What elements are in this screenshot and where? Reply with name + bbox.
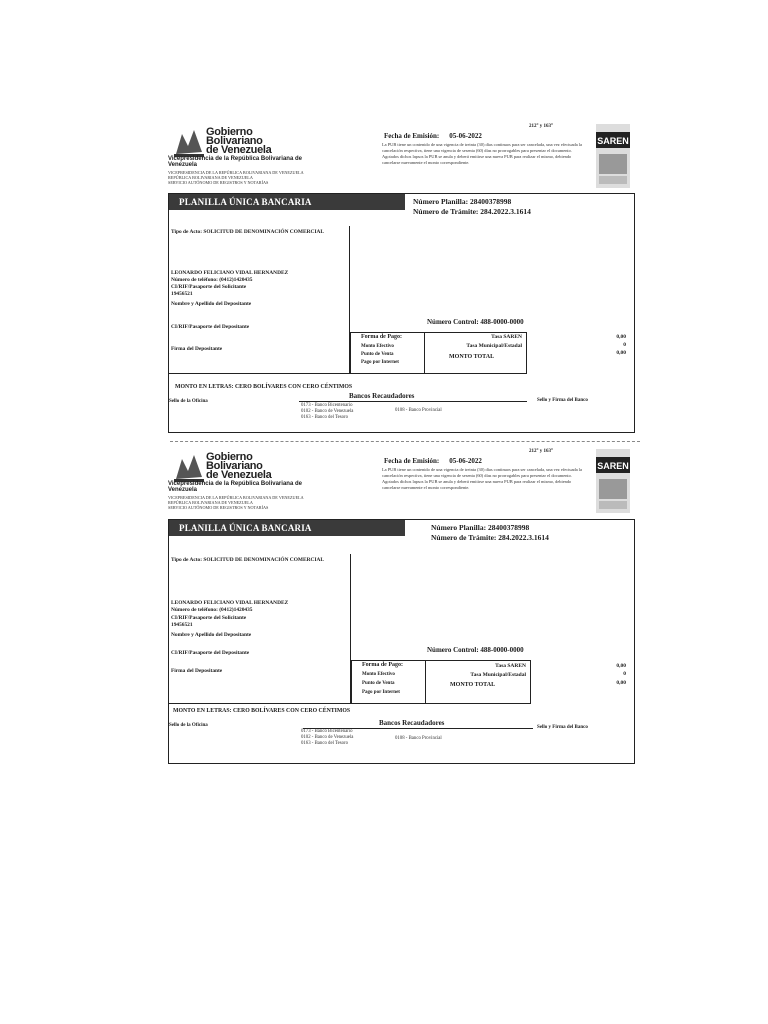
vicepresidencia-label: Vicepresidencia de la República Bolivariana de Venezuela (168, 156, 302, 168)
bank-provincial: 0108 - Banco Provincial (395, 736, 442, 741)
numero-planilla-value: 28400378998 (487, 523, 530, 532)
institution-line-3: SERVICIO AUTÓNOMO DE REGISTROS Y NOTARÍAS (168, 505, 269, 510)
firma-depositante: Firma del Depositante (171, 668, 223, 674)
fecha-emision-label: Fecha de Emisión: (384, 132, 440, 140)
bancos-recaudadores: Bancos Recaudadores (349, 392, 415, 400)
forma-pago-column (351, 333, 425, 373)
fecha-emision-value: 05-06-2022 (449, 457, 482, 465)
fecha-emision (384, 132, 482, 140)
bank-list (301, 403, 353, 421)
bank-list (301, 729, 353, 747)
planilla-numbers (431, 523, 549, 543)
institution-lines (168, 495, 348, 510)
bank-bicentenario: 0173 - Banco Bicentenario (301, 403, 353, 408)
pago-item-internet: Pago por Internet (362, 690, 400, 695)
numero-tramite-value: 284.2022.3.1614 (480, 207, 531, 216)
amount-monto-total: 0,00 (616, 680, 626, 686)
amount-tasa-saren: 0,00 (616, 334, 626, 340)
bank-tesoro: 0163 - Banco del Tesoro (301, 741, 349, 746)
sello-oficina: Sello de la Oficina (169, 723, 208, 728)
gov-logo-line-1: Gobierno (206, 126, 253, 138)
saren-logo-text: SAREN (597, 461, 629, 471)
nombre-depositante: Nombre y Apellido del Depositante (171, 632, 252, 638)
fecha-emision-value: 05-06-2022 (449, 132, 482, 140)
vigencia-notice: La PUB tiene un contenido de una vigencia de treinta (30) días continuos para ser cancelada, una vez efectuada la cancelación respectiva, tiene una vigencia de sesenta (60) días no prorrogables para presentar el documento. Agotados dichos lapsos la PUB se anula y deberá emitirse una nueva PUB para realizar el mismo, debiendo cancelarse nuevamente el monto correspondiente. (382, 467, 582, 490)
vigencia-notice: La PUB tiene un contenido de una vigencia de treinta (30) días continuos para ser cancelada, una vez efectuada la cancelación respectiva, tiene una vigencia de sesenta (60) días no prorrogables para presentar el documento. Agotados dichos lapsos la PUB se anula y deberá emitirse una nueva PUB para realizar el mismo, debiendo cancelarse nuevamente el monto correspondiente. (382, 142, 582, 165)
bank-venezuela: 0102 - Banco de Venezuela (301, 409, 354, 414)
tipo-acto: Tipo de Acto: SOLICITUD DE DENOMINACIÓN COMERCIAL (171, 229, 324, 235)
cedula-label: CI/RIF/Pasaporte del Solicitante (171, 615, 247, 621)
form-box (168, 193, 635, 433)
form-box (168, 519, 635, 764)
numero-control-label: Número Control: (427, 646, 479, 654)
pago-item-punto-venta: Punto de Venta (361, 352, 394, 357)
form-title: PLANILLA ÚNICA BANCARIA (169, 520, 405, 536)
pago-item-internet: Pago por Internet (361, 360, 399, 365)
solicitante-box (169, 226, 350, 374)
institution-line-2: REPÚBLICA BOLIVARIANA DE VENEZUELA (168, 500, 253, 505)
forma-pago-column (352, 661, 426, 703)
tasa-saren: Tasa SAREN (491, 334, 522, 340)
numero-control-value: 488-0000-0000 (480, 646, 524, 654)
firma-depositante: Firma del Depositante (171, 346, 223, 352)
saren-logo (596, 124, 630, 188)
pago-item-punto-venta: Punto de Venta (362, 681, 395, 686)
forma-pago-box (350, 332, 527, 374)
amount-tasa-saren: 0,00 (616, 663, 626, 669)
numero-tramite-label: Número de Trámite: (431, 533, 497, 542)
vicepresidencia-label: Vicepresidencia de la República Bolivariana de Venezuela (168, 481, 302, 493)
institution-line-3: SERVICIO AUTÓNOMO DE REGISTROS Y NOTARÍAS (168, 180, 269, 185)
bank-tesoro: 0163 - Banco del Tesoro (301, 415, 349, 420)
tasa-municipal: Tasa Municipal/Estadal (466, 343, 522, 349)
tasa-municipal: Tasa Municipal/Estadal (470, 672, 526, 678)
tasa-saren: Tasa SAREN (495, 663, 526, 669)
amount-monto-total: 0,00 (616, 350, 626, 356)
saren-logo-text: SAREN (597, 136, 629, 146)
bank-bicentenario: 0173 - Banco Bicentenario (301, 729, 353, 734)
tipo-acto: Tipo de Acto: SOLICITUD DE DENOMINACIÓN COMERCIAL (171, 557, 324, 563)
cedula-depositante: CI/RIF/Pasaporte del Depositante (171, 324, 250, 330)
cedula-depositante: CI/RIF/Pasaporte del Depositante (171, 650, 250, 656)
bank-provincial: 0108 - Banco Provincial (395, 408, 442, 413)
venezuela-emblem-icon (172, 451, 206, 485)
solicitante-nombre: LEONARDO FELICIANO VIDAL HERNANDEZ (171, 270, 289, 276)
sello-oficina: Sello de la Oficina (169, 399, 208, 404)
numero-tramite-label: Número de Trámite: (413, 207, 479, 216)
page-reference: 212° y 163° (529, 124, 553, 129)
monto-total-label: MONTO TOTAL (449, 354, 495, 360)
numero-control (427, 646, 524, 654)
cedula-value: 19456521 (171, 291, 193, 297)
numero-planilla-label: Número Planilla: (413, 197, 469, 206)
cedula-label: CI/RIF/Pasaporte del Solicitante (171, 284, 247, 290)
gov-logo-line-3: de Venezuela (206, 144, 272, 156)
planilla-copy-2 (168, 445, 636, 785)
numero-control (427, 318, 524, 326)
bancos-recaudadores: Bancos Recaudadores (379, 719, 445, 727)
numero-control-label: Número Control: (427, 318, 479, 326)
numero-tramite-value: 284.2022.3.1614 (498, 533, 549, 542)
gov-logo-line-3: de Venezuela (206, 469, 272, 481)
nombre-depositante: Nombre y Apellido del Depositante (171, 301, 252, 307)
institution-lines (168, 170, 348, 185)
amount-tasa-municipal: 0 (623, 671, 626, 677)
pago-item-efectivo: Monto Efectivo (362, 672, 395, 677)
numero-planilla-label: Número Planilla: (431, 523, 487, 532)
solicitante-telefono: Número de teléfono: (0412)1420435 (171, 607, 253, 613)
forma-pago-label: Forma de Pago: (362, 662, 403, 668)
firma-banco: Sello y Firma del Banco (537, 398, 588, 403)
solicitante-nombre: LEONARDO FELICIANO VIDAL HERNANDEZ (171, 600, 289, 606)
gov-logo-line-2: Bolivariano (206, 460, 263, 472)
gov-logo-line-1: Gobierno (206, 451, 253, 463)
monto-letras: MONTO EN LETRAS: CERO BOLÍVARES CON CERO CÉNTIMOS (175, 384, 353, 390)
copy-divider (170, 441, 640, 442)
saren-logo (596, 449, 630, 513)
bank-venezuela: 0102 - Banco de Venezuela (301, 735, 354, 740)
institution-line-1: VICEPRESIDENCIA DE LA REPÚBLICA BOLIVARIANA DE VENEZUELA (168, 170, 304, 175)
solicitante-telefono: Número de teléfono: (0412)1420435 (171, 277, 253, 283)
venezuela-emblem-icon (172, 126, 206, 160)
fecha-emision-label: Fecha de Emisión: (384, 457, 440, 465)
monto-total-label: MONTO TOTAL (450, 682, 496, 688)
page-reference: 212° y 163° (529, 449, 553, 454)
numero-control-value: 488-0000-0000 (480, 318, 524, 326)
form-title: PLANILLA ÚNICA BANCARIA (169, 194, 405, 210)
institution-line-1: VICEPRESIDENCIA DE LA REPÚBLICA BOLIVARIANA DE VENEZUELA (168, 495, 304, 500)
bancos-line (299, 401, 527, 402)
planilla-copy-1 (168, 120, 636, 463)
fecha-emision (384, 457, 482, 465)
forma-pago-label: Forma de Pago: (361, 334, 402, 340)
planilla-numbers (413, 197, 531, 217)
cedula-value: 19456521 (171, 622, 193, 628)
firma-banco: Sello y Firma del Banco (537, 725, 588, 730)
gov-logo-line-2: Bolivariano (206, 135, 263, 147)
numero-planilla-value: 28400378998 (469, 197, 512, 206)
solicitante-box (169, 554, 351, 704)
pago-item-efectivo: Monto Efectivo (361, 344, 394, 349)
monto-letras: MONTO EN LETRAS: CERO BOLÍVARES CON CERO CÉNTIMOS (173, 708, 351, 714)
institution-line-2: REPÚBLICA BOLIVARIANA DE VENEZUELA (168, 175, 253, 180)
forma-pago-box (351, 660, 531, 704)
amount-tasa-municipal: 0 (623, 342, 626, 348)
